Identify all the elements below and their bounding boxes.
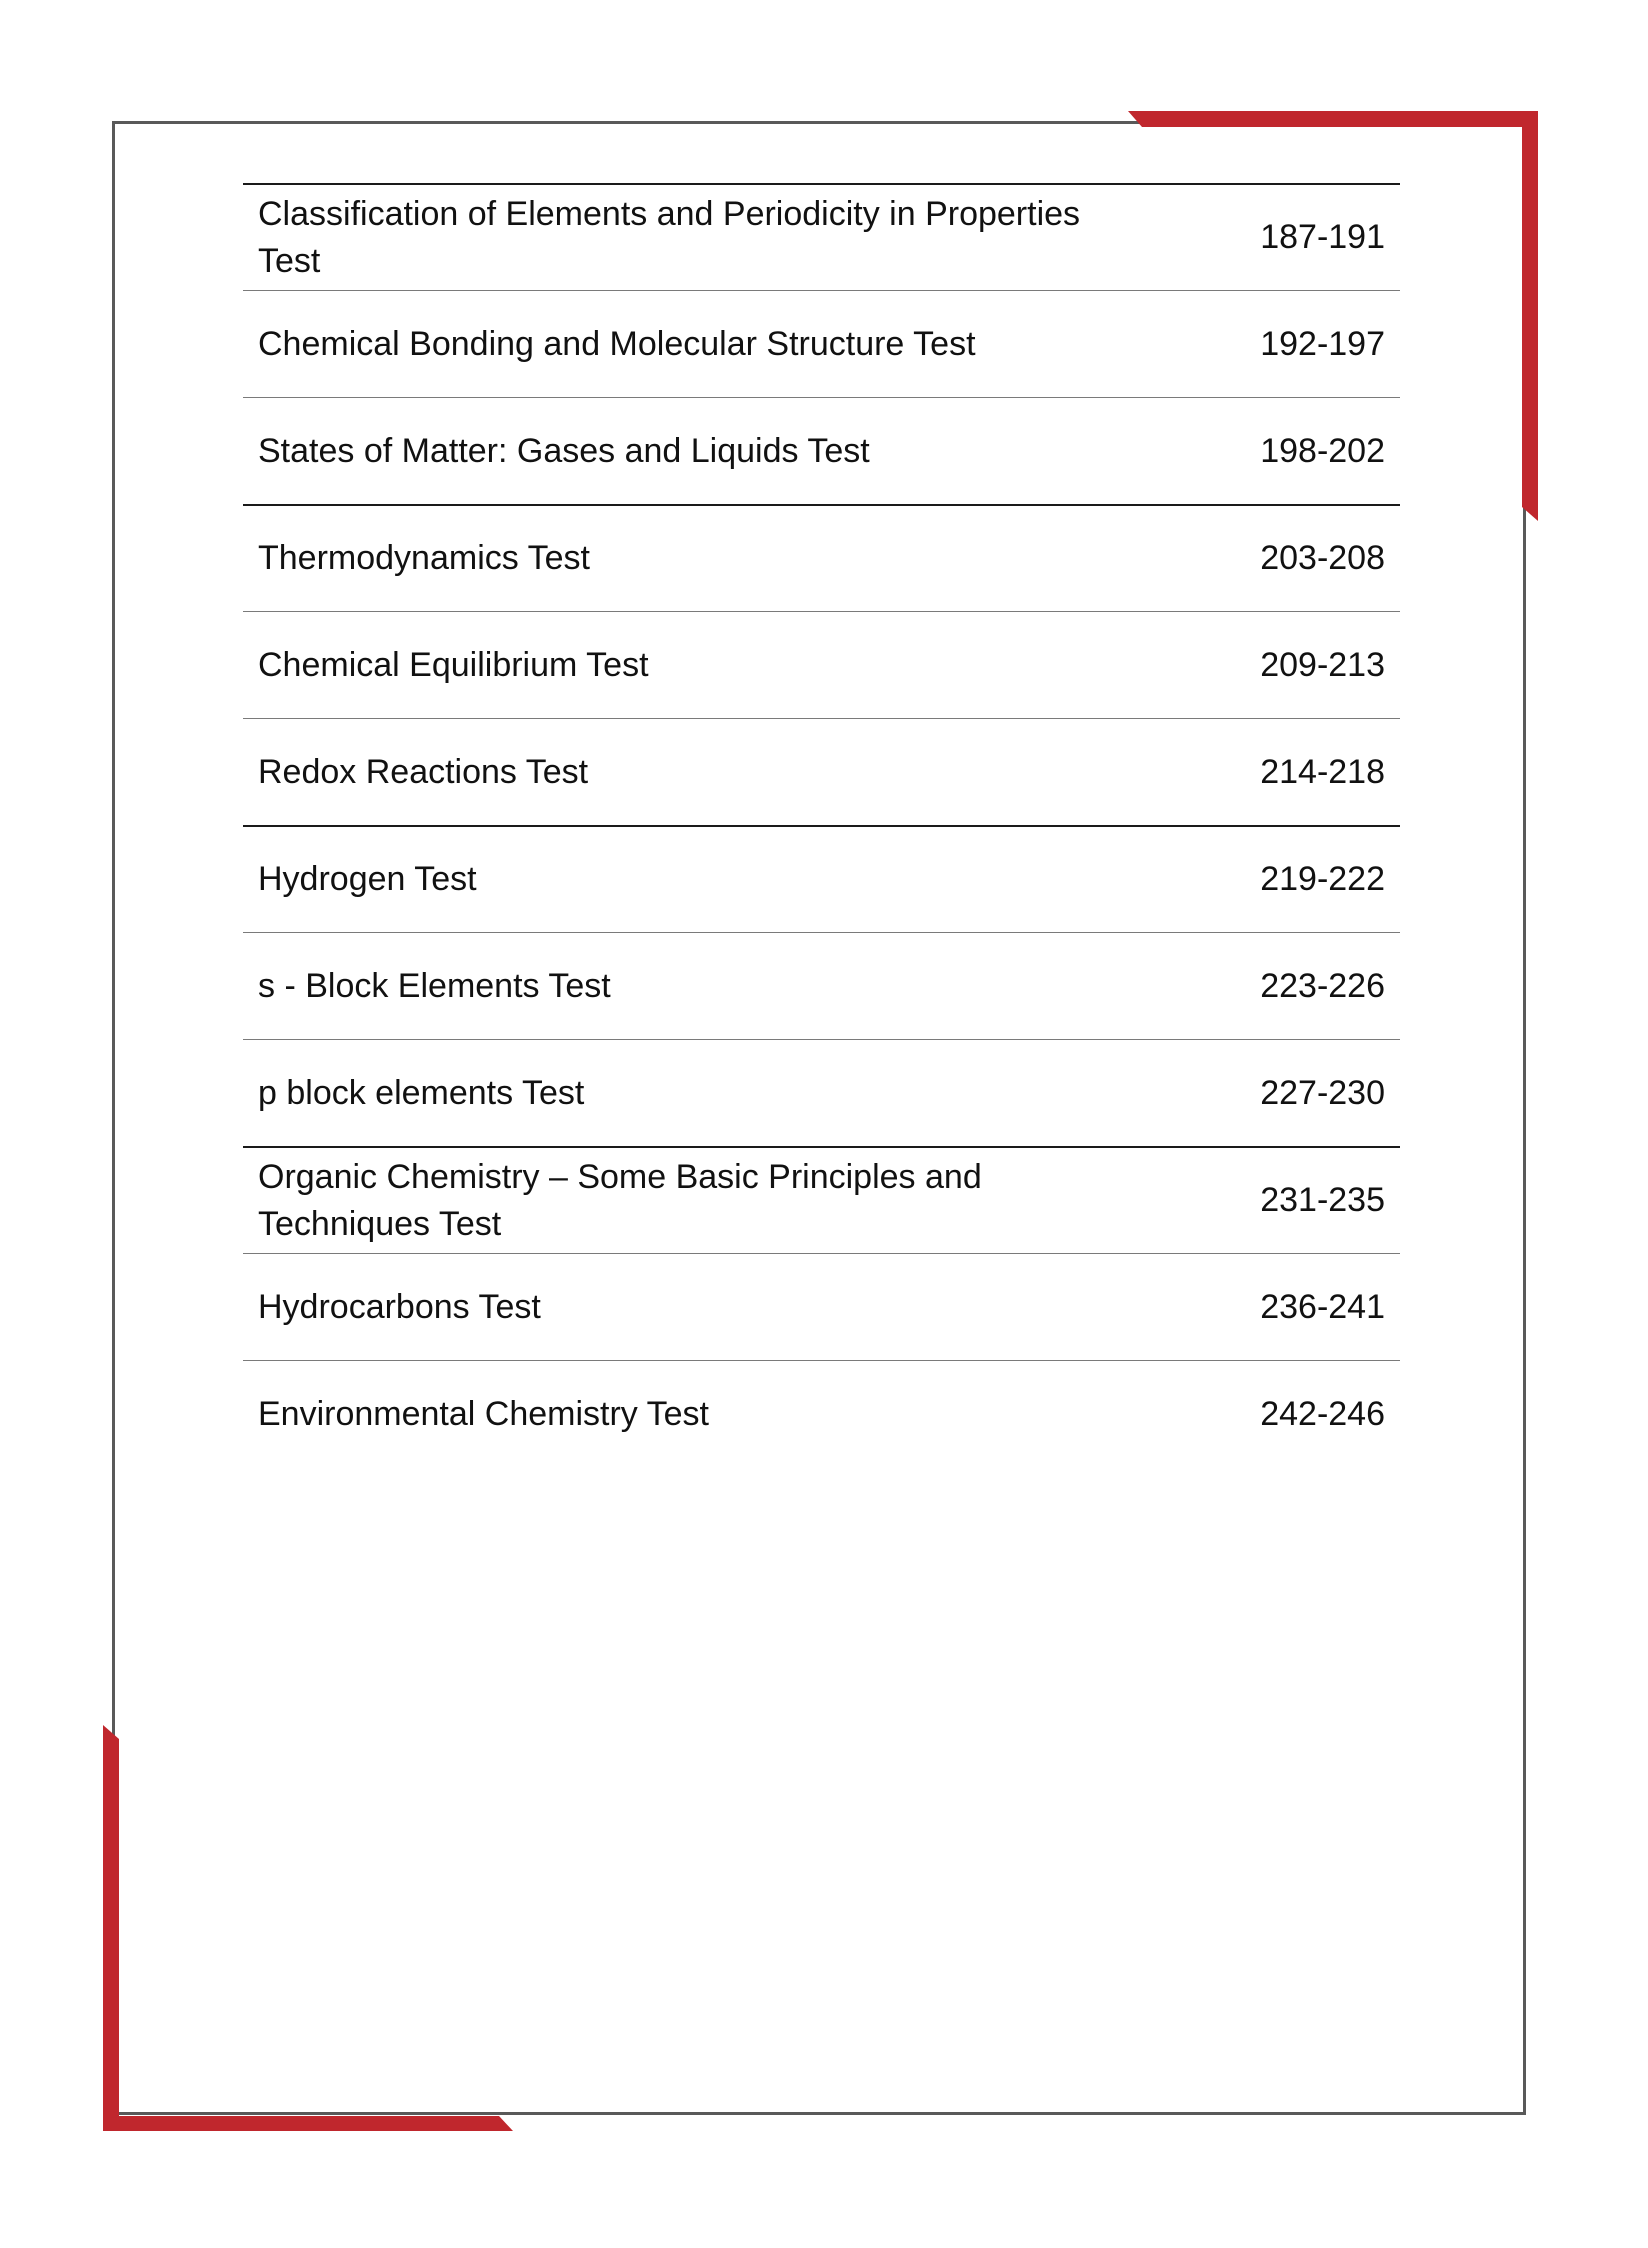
toc-row[interactable] — [243, 932, 1400, 1039]
corner-accent-bottom-left-horizontal — [103, 2116, 513, 2131]
toc-row[interactable] — [243, 1146, 1400, 1253]
toc-entry-pages: 214-218 — [1260, 752, 1385, 791]
toc-entry-title: s - Block Elements Test — [258, 966, 611, 1005]
toc-entry-title: Classification of Elements and Periodicity in Properties Test — [258, 194, 1081, 280]
toc-row[interactable] — [243, 290, 1400, 397]
toc-entry-pages: 231-235 — [1260, 1181, 1385, 1219]
toc-entry-title: Organic Chemistry – Some Basic Principles and Techniques Test — [258, 1157, 982, 1243]
toc-row[interactable] — [243, 825, 1400, 932]
toc-entry-title: Redox Reactions Test — [258, 752, 589, 791]
toc-row[interactable] — [243, 1360, 1400, 1467]
toc-entry-pages: 223-226 — [1260, 966, 1385, 1005]
table-of-contents — [243, 183, 1400, 1467]
toc-entry-pages: 203-208 — [1260, 539, 1385, 577]
toc-entry-title: Thermodynamics Test — [258, 539, 590, 577]
corner-accent-top-right-vertical — [1522, 111, 1538, 521]
toc-row[interactable] — [243, 1039, 1400, 1146]
toc-row[interactable] — [243, 1253, 1400, 1360]
toc-row[interactable] — [243, 504, 1400, 611]
toc-entry-pages: 219-222 — [1260, 860, 1385, 898]
toc-row[interactable] — [243, 183, 1400, 290]
toc-entry-pages: 242-246 — [1260, 1394, 1385, 1433]
corner-accent-bottom-left — [103, 1725, 119, 2131]
toc-entry-pages: 227-230 — [1260, 1073, 1385, 1112]
toc-row[interactable] — [243, 611, 1400, 718]
corner-accent-top-right — [1128, 111, 1538, 127]
toc-entry-title: Chemical Bonding and Molecular Structure Test — [258, 324, 976, 363]
toc-entry-title: Hydrocarbons Test — [258, 1287, 541, 1326]
toc-entry-pages: 236-241 — [1260, 1287, 1385, 1326]
toc-entry-title: p block elements Test — [258, 1073, 585, 1112]
toc-row[interactable] — [243, 397, 1400, 504]
toc-entry-pages: 192-197 — [1260, 324, 1385, 363]
toc-entry-title: States of Matter: Gases and Liquids Test — [258, 431, 870, 470]
toc-entry-pages: 209-213 — [1260, 645, 1385, 684]
toc-entry-title: Hydrogen Test — [258, 860, 477, 898]
toc-entry-pages: 187-191 — [1260, 218, 1385, 256]
toc-entry-title: Chemical Equilibrium Test — [258, 645, 649, 684]
toc-entry-title: Environmental Chemistry Test — [258, 1394, 709, 1433]
toc-entry-pages: 198-202 — [1260, 431, 1385, 470]
toc-row[interactable] — [243, 718, 1400, 825]
